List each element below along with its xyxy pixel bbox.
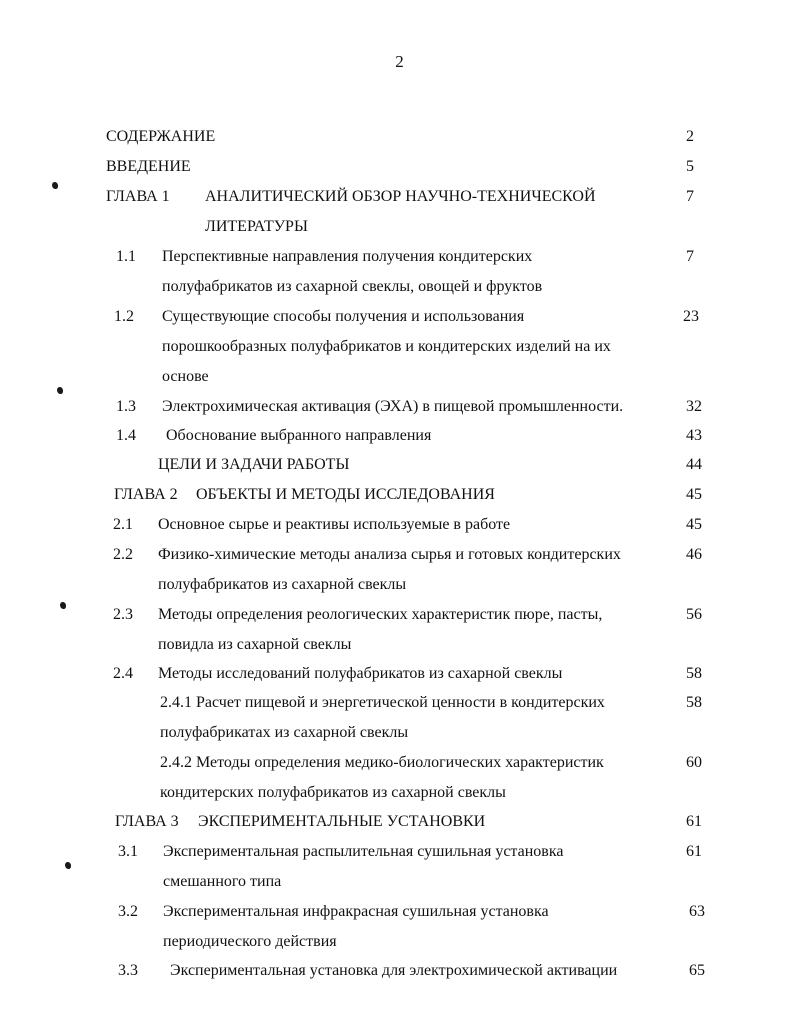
toc-entry-goals [0, 454, 799, 484]
toc-entry-title: ЦЕЛИ И ЗАДАЧИ РАБОТЫ [158, 456, 350, 473]
toc-entry-title-cont: повидла из сахарной свеклы [158, 636, 352, 653]
toc-entry-page: 56 [686, 606, 702, 623]
toc-entry-page: 43 [686, 427, 702, 444]
toc-entry-title-cont: полуфабрикатов из сахарной свеклы, овощей и фруктов [162, 278, 543, 295]
toc-entry-title: ЭКСПЕРИМЕНТАЛЬНЫЕ УСТАНОВКИ [198, 813, 486, 830]
toc-entry-page: 46 [686, 546, 702, 563]
toc-entry-1-2 [0, 306, 799, 336]
toc-entry-number: 2.2 [113, 546, 133, 563]
toc-entry-page: 23 [683, 308, 699, 325]
toc-entry-title: СОДЕРЖАНИЕ [106, 128, 216, 145]
toc-entry-page: 44 [686, 456, 702, 473]
toc-entry-3-1-cont [0, 871, 799, 901]
toc-entry-number: 2.4 [113, 665, 133, 682]
toc-entry-chapter-1 [0, 186, 799, 216]
toc-entry-number: 3.1 [118, 843, 138, 860]
toc-entry-number: ГЛАВА 3 [115, 813, 179, 830]
toc-entry-title: Методы определения реологических характеристик пюре, пасты, [158, 606, 603, 623]
toc-entry-1-4 [0, 425, 799, 455]
scan-speck [52, 182, 58, 189]
toc-entry-page: 58 [686, 665, 702, 682]
toc-entry-2-4 [0, 663, 799, 693]
toc-entry-title: Основное сырье и реактивы используемые в работе [158, 516, 511, 533]
toc-entry-2-4-1 [0, 692, 799, 722]
toc-entry-2-2 [0, 544, 799, 574]
toc-entry-chapter-3 [0, 811, 799, 841]
toc-entry-title-cont: полуфабрикатов из сахарной свеклы [158, 576, 407, 593]
toc-entry-title: Обоснование выбранного направления [166, 427, 432, 444]
toc-entry-title: 2.4.1 Расчет пищевой и энергетической ценности в кондитерских [160, 694, 605, 711]
toc-entry-number: 1.3 [116, 398, 136, 415]
toc-entry-number: 3.2 [118, 903, 138, 920]
toc-entry-title: АНАЛИТИЧЕСКИЙ ОБЗОР НАУЧНО-ТЕХНИЧЕСКОЙ [205, 188, 596, 205]
toc-entry-2-1 [0, 514, 799, 544]
toc-entry-title: Экспериментальная распылительная сушильная установка [163, 843, 564, 860]
toc-entry-1-2-cont2 [0, 366, 799, 396]
toc-entry-page: 61 [686, 843, 702, 860]
toc-entry-title: Экспериментальная установка для электрохимической активации [170, 962, 618, 979]
toc-entry-title: 2.4.2 Методы определения медико-биологических характеристик [160, 754, 604, 771]
toc-entry-title-cont: полуфабрикатах из сахарной свеклы [160, 724, 409, 741]
toc-entry-page: 7 [686, 248, 694, 265]
toc-entry-title: Перспективные направления получения кондитерских [162, 248, 533, 265]
toc-entry-title-cont: периодического действия [163, 933, 337, 950]
toc-entry-2-3 [0, 604, 799, 634]
toc-entry-3-2-cont [0, 931, 799, 961]
toc-entry-page: 7 [686, 188, 694, 205]
toc-entry-page: 5 [686, 158, 694, 175]
toc-entry-title: Физико-химические методы анализа сырья и готовых кондитерских [158, 546, 621, 563]
toc-entry-number: ГЛАВА 1 [106, 188, 170, 205]
toc-entry-title-cont: кондитерских полуфабрикатов из сахарной свеклы [160, 784, 506, 801]
toc-entry-title: ОБЪЕКТЫ И МЕТОДЫ ИССЛЕДОВАНИЯ [196, 486, 495, 503]
toc-entry-2-4-2 [0, 752, 799, 782]
toc-entry-number: ГЛАВА 2 [114, 486, 178, 503]
toc-entry-number: 1.4 [116, 427, 136, 444]
toc-entry-3-3 [0, 960, 799, 990]
toc-entry-1-2-cont [0, 336, 799, 366]
toc-entry-title-cont: порошкообразных полуфабрикатов и кондитерских изделий на их [162, 338, 611, 355]
toc-entry-number: 2.1 [113, 516, 133, 533]
toc-entry-number: 3.3 [118, 962, 138, 979]
toc-entry-title: Электрохимическая активация (ЭХА) в пищевой промышленности. [162, 398, 624, 415]
toc-entry-page: 45 [686, 516, 702, 533]
toc-entry-page: 60 [686, 754, 702, 771]
toc-entry-number: 2.3 [113, 606, 133, 623]
scan-speck [57, 387, 63, 394]
toc-entry-number: 1.2 [114, 308, 134, 325]
toc-entry-page: 2 [686, 128, 694, 145]
scan-speck [65, 862, 71, 869]
toc-entry-3-2 [0, 901, 799, 931]
page-number: 2 [395, 52, 404, 71]
toc-entry-2-4-1-cont [0, 722, 799, 752]
toc-entry-title: Существующие способы получения и использования [162, 308, 525, 325]
toc-entry-title: Экспериментальная инфракрасная сушильная установка [163, 903, 549, 920]
toc-entry-number: 1.1 [116, 248, 136, 265]
toc-entry-introduction [0, 156, 799, 186]
toc-entry-page: 61 [686, 813, 702, 830]
toc-entry-3-1 [0, 841, 799, 871]
toc-entry-2-2-cont [0, 574, 799, 604]
toc-entry-title: ВВЕДЕНИЕ [106, 158, 191, 175]
toc-entry-title-cont: смешанного типа [163, 873, 282, 890]
toc-entry-title-cont: ЛИТЕРАТУРЫ [205, 218, 308, 235]
toc-entry-contents [0, 126, 799, 156]
toc-entry-title-cont: основе [162, 368, 209, 385]
toc-entry-page: 32 [686, 398, 702, 415]
toc-entry-page: 58 [686, 694, 702, 711]
toc-entry-page: 65 [689, 962, 705, 979]
toc-entry-1-1 [0, 246, 799, 276]
toc-entry-chapter-2 [0, 484, 799, 514]
toc-entry-chapter-1-cont [0, 216, 799, 246]
toc-entry-page: 63 [689, 903, 705, 920]
toc-entry-title: Методы исследований полуфабрикатов из сахарной свеклы [158, 665, 563, 682]
toc-entry-2-3-cont [0, 634, 799, 664]
scan-speck [60, 602, 66, 609]
toc-entry-1-1-cont [0, 276, 799, 306]
toc-entry-1-3 [0, 396, 799, 426]
toc-entry-page: 45 [686, 486, 702, 503]
toc-entry-2-4-2-cont [0, 782, 799, 812]
